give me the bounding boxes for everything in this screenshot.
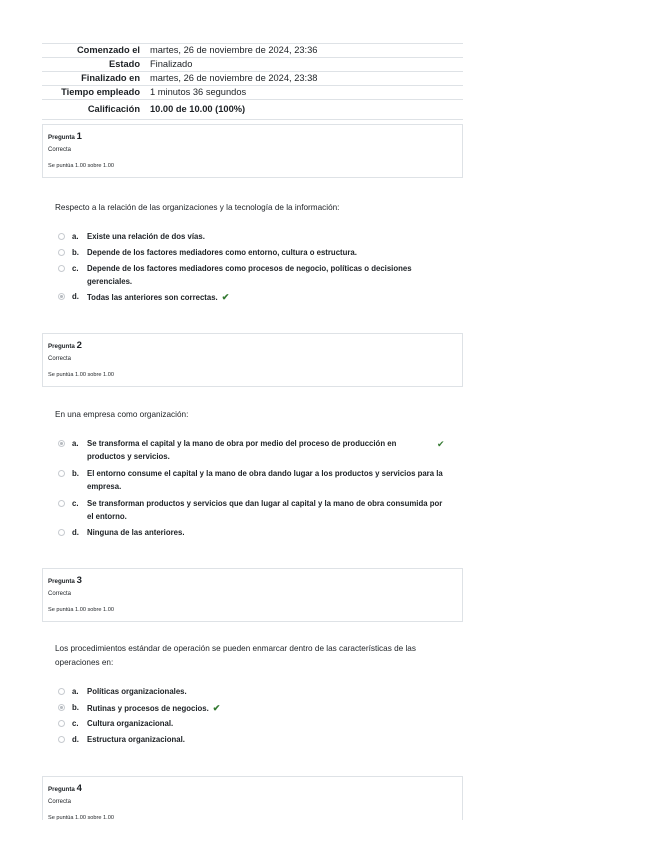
option-text: Depende de los factores mediadores como procesos de negocio, políticas o decisiones gerenciales. (87, 264, 412, 286)
option-letter: c. (72, 719, 79, 728)
radio-icon[interactable] (58, 293, 65, 300)
question-number-value: 1 (76, 131, 82, 142)
question-grade: Se puntúa 1.00 sobre 1.00 (48, 815, 114, 820)
question-number-value: 4 (76, 783, 82, 794)
check-icon: ✔ (221, 292, 230, 302)
summary-row-started (42, 44, 463, 58)
option-letter: c. (72, 499, 79, 508)
question-grade: Se puntúa 1.00 sobre 1.00 (48, 607, 114, 613)
question-number (48, 131, 82, 142)
option-text: Se transforma el capital y la mano de obra por medio del proceso de producción en productos y servicios. (87, 439, 397, 461)
summary-label: Finalizado en (42, 72, 146, 86)
option-letter: d. (72, 292, 79, 301)
option-text: Políticas organizacionales. (87, 687, 187, 696)
attempt-summary-table (42, 43, 463, 120)
option-text: Se transforman productos y servicios que dan lugar al capital y la mano de obra consumida por el entorno. (87, 499, 443, 521)
question-state: Correcta (48, 147, 72, 153)
option-text (87, 702, 449, 716)
question-label: Pregunta (48, 134, 75, 141)
question-grade: Se puntúa 1.00 sobre 1.00 (48, 372, 114, 378)
check-icon: ✔ (212, 703, 221, 713)
question-state: Correcta (48, 356, 72, 362)
summary-value: 1 minutos 36 segundos (146, 86, 463, 100)
question-number-value: 2 (76, 340, 82, 351)
summary-label: Calificación (42, 100, 146, 120)
option-letter: b. (72, 248, 79, 257)
question-label: Pregunta (48, 343, 75, 350)
option-text (87, 291, 449, 305)
radio-icon[interactable] (58, 720, 65, 727)
summary-row-state (42, 58, 463, 72)
question-label: Pregunta (48, 578, 75, 585)
option-text: Existe una relación de dos vías. (87, 232, 205, 241)
radio-icon[interactable] (58, 704, 65, 711)
question-info-box (42, 124, 463, 178)
radio-icon[interactable] (58, 500, 65, 507)
question-text: Respecto a la relación de las organizaciones y la tecnología de la información: (55, 203, 340, 212)
option-text-value: Todas las anteriores son correctas. (87, 293, 218, 302)
option-text: El entorno consume el capital y la mano de obra dando lugar a los productos y servicios para la empresa. (87, 469, 443, 491)
radio-icon[interactable] (58, 249, 65, 256)
question-number (48, 783, 82, 794)
summary-value: Finalizado (146, 58, 463, 72)
question-label: Pregunta (48, 786, 75, 793)
check-icon: ✔ (437, 439, 445, 449)
option-text: Estructura organizacional. (87, 735, 185, 744)
question-text: En una empresa como organización: (55, 410, 189, 419)
option-letter: d. (72, 528, 79, 537)
question-number-value: 3 (76, 575, 82, 586)
radio-icon[interactable] (58, 233, 65, 240)
radio-icon[interactable] (58, 440, 65, 447)
question-number (48, 340, 82, 351)
summary-value: martes, 26 de noviembre de 2024, 23:36 (146, 44, 463, 58)
question-state: Correcta (48, 799, 72, 805)
question-number (48, 575, 82, 586)
option-letter: a. (72, 687, 79, 696)
radio-icon[interactable] (58, 529, 65, 536)
option-text: Cultura organizacional. (87, 719, 174, 728)
summary-row-finished (42, 72, 463, 86)
question-info-box (42, 333, 463, 387)
question-state: Correcta (48, 591, 72, 597)
summary-value: martes, 26 de noviembre de 2024, 23:38 (146, 72, 463, 86)
summary-label: Comenzado el (42, 44, 146, 58)
question-grade: Se puntúa 1.00 sobre 1.00 (48, 163, 114, 169)
question-info-box (42, 568, 463, 622)
summary-value: 10.00 de 10.00 (100%) (146, 100, 463, 120)
option-letter: d. (72, 735, 79, 744)
option-letter: a. (72, 439, 79, 448)
option-text-value: Rutinas y procesos de negocios. (87, 704, 209, 713)
option-letter: a. (72, 232, 79, 241)
summary-row-grade (42, 100, 463, 120)
option-letter: b. (72, 703, 79, 712)
question-text: Los procedimientos estándar de operación se pueden enmarcar dentro de las características de las operaciones en: (55, 644, 416, 667)
option-letter: c. (72, 264, 79, 273)
radio-icon[interactable] (58, 688, 65, 695)
summary-label: Tiempo empleado (42, 86, 146, 100)
summary-row-time (42, 86, 463, 100)
question-info-box (42, 776, 463, 820)
option-text: Ninguna de las anteriores. (87, 528, 185, 537)
radio-icon[interactable] (58, 736, 65, 743)
radio-icon[interactable] (58, 265, 65, 272)
option-text: Depende de los factores mediadores como entorno, cultura o estructura. (87, 248, 357, 257)
radio-icon[interactable] (58, 470, 65, 477)
option-letter: b. (72, 469, 79, 478)
summary-label: Estado (42, 58, 146, 72)
